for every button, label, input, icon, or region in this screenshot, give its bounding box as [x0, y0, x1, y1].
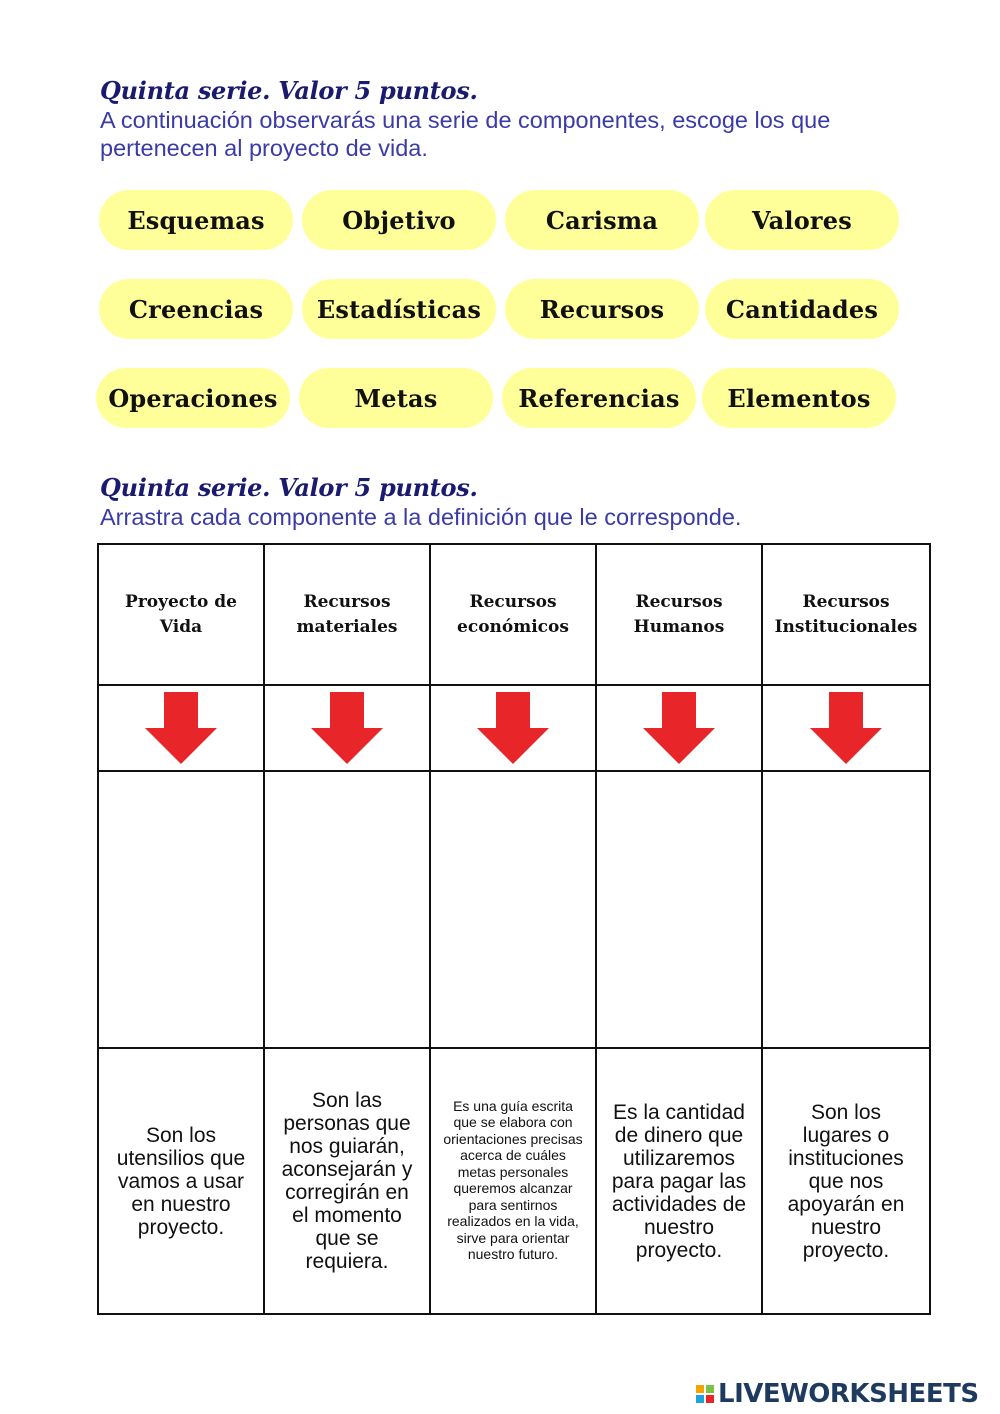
arrow-down-icon	[641, 690, 717, 766]
chip-creencias[interactable]: Creencias	[99, 279, 293, 339]
chip-elementos[interactable]: Elementos	[702, 368, 896, 428]
definition-text: Son los lugares o instituciones que nos apoyarán en nuestro proyecto.	[787, 1100, 905, 1262]
chip-operaciones[interactable]: Operaciones	[96, 368, 290, 428]
header-recursos-materiales	[264, 544, 430, 685]
definition-row	[98, 1048, 930, 1314]
drop-zone[interactable]	[763, 772, 929, 1047]
drop-zone[interactable]	[265, 772, 429, 1047]
header-label: Proyecto de Vida	[125, 591, 237, 637]
chip-estadisticas[interactable]: Estadísticas	[302, 279, 496, 339]
header-label: Recursos económicos	[457, 591, 569, 637]
chip-recursos[interactable]: Recursos	[505, 279, 699, 339]
arrow-row	[98, 685, 930, 771]
chip-objetivo[interactable]: Objetivo	[302, 190, 496, 250]
section2-title: Quinta serie. Valor 5 puntos.	[100, 473, 478, 502]
definition-text: Es la cantidad de dinero que utilizaremos para pagar las actividades de nuestro proyecto.	[611, 1100, 747, 1262]
definition-cell	[430, 1048, 596, 1314]
arrow-cell	[264, 685, 430, 771]
drop-zone[interactable]	[431, 772, 595, 1047]
header-proyecto-de-vida	[98, 544, 264, 685]
arrow-down-icon	[808, 690, 884, 766]
arrow-cell	[596, 685, 762, 771]
definition-cell	[264, 1048, 430, 1314]
chip-carisma[interactable]: Carisma	[505, 190, 699, 250]
definition-text: Son las personas que nos guiarán, aconsejarán y corregirán en el momento que se requiera.	[281, 1089, 413, 1273]
arrow-down-icon	[309, 690, 385, 766]
definition-cell	[98, 1048, 264, 1314]
arrow-cell	[430, 685, 596, 771]
liveworksheets-logo	[696, 1380, 979, 1408]
arrow-cell	[762, 685, 930, 771]
section2-instructions: Arrastra cada componente a la definición que le corresponde.	[100, 504, 742, 530]
arrow-down-icon	[475, 690, 551, 766]
chip-valores[interactable]: Valores	[705, 190, 899, 250]
chip-metas[interactable]: Metas	[299, 368, 493, 428]
drop-zone-proyecto-de-vida[interactable]	[98, 771, 264, 1048]
definition-cell	[762, 1048, 930, 1314]
logo-text: LIVEWORKSHEETS	[718, 1379, 979, 1409]
drop-row	[98, 771, 930, 1048]
definitions-table	[97, 543, 931, 1315]
header-row	[98, 544, 930, 685]
drop-zone-recursos-institucionales[interactable]	[762, 771, 930, 1048]
chip-cantidades[interactable]: Cantidades	[705, 279, 899, 339]
drop-zone-recursos-materiales[interactable]	[264, 771, 430, 1048]
drop-zone-recursos-economicos[interactable]	[430, 771, 596, 1048]
chip-referencias[interactable]: Referencias	[502, 368, 696, 428]
definition-text: Son los utensilios que vamos a usar en nuestro proyecto.	[116, 1123, 246, 1239]
drop-zone-recursos-humanos[interactable]	[596, 771, 762, 1048]
header-recursos-humanos	[596, 544, 762, 685]
drop-zone[interactable]	[597, 772, 761, 1047]
header-recursos-institucionales	[762, 544, 930, 685]
header-recursos-economicos	[430, 544, 596, 685]
arrow-cell	[98, 685, 264, 771]
drop-zone[interactable]	[99, 772, 263, 1047]
definition-text: Es una guía escrita que se elabora con orientaciones precisas acerca de cuáles metas personales queremos alcanzar para sentirnos realizados en la vida, sirve para orientar nuestro futuro.	[443, 1097, 583, 1263]
section1-instructions: A continuación observarás una serie de componentes, escoge los que pertenecen al proyecto de vida.	[100, 107, 831, 161]
header-label: Recursos Humanos	[633, 591, 725, 637]
definition-cell	[596, 1048, 762, 1314]
section1-title: Quinta serie. Valor 5 puntos.	[100, 76, 478, 105]
chip-esquemas[interactable]: Esquemas	[99, 190, 293, 250]
logo-blocks-icon	[696, 1385, 714, 1403]
header-label: Recursos Institucionales	[774, 591, 918, 637]
arrow-down-icon	[143, 690, 219, 766]
header-label: Recursos materiales	[296, 591, 398, 637]
